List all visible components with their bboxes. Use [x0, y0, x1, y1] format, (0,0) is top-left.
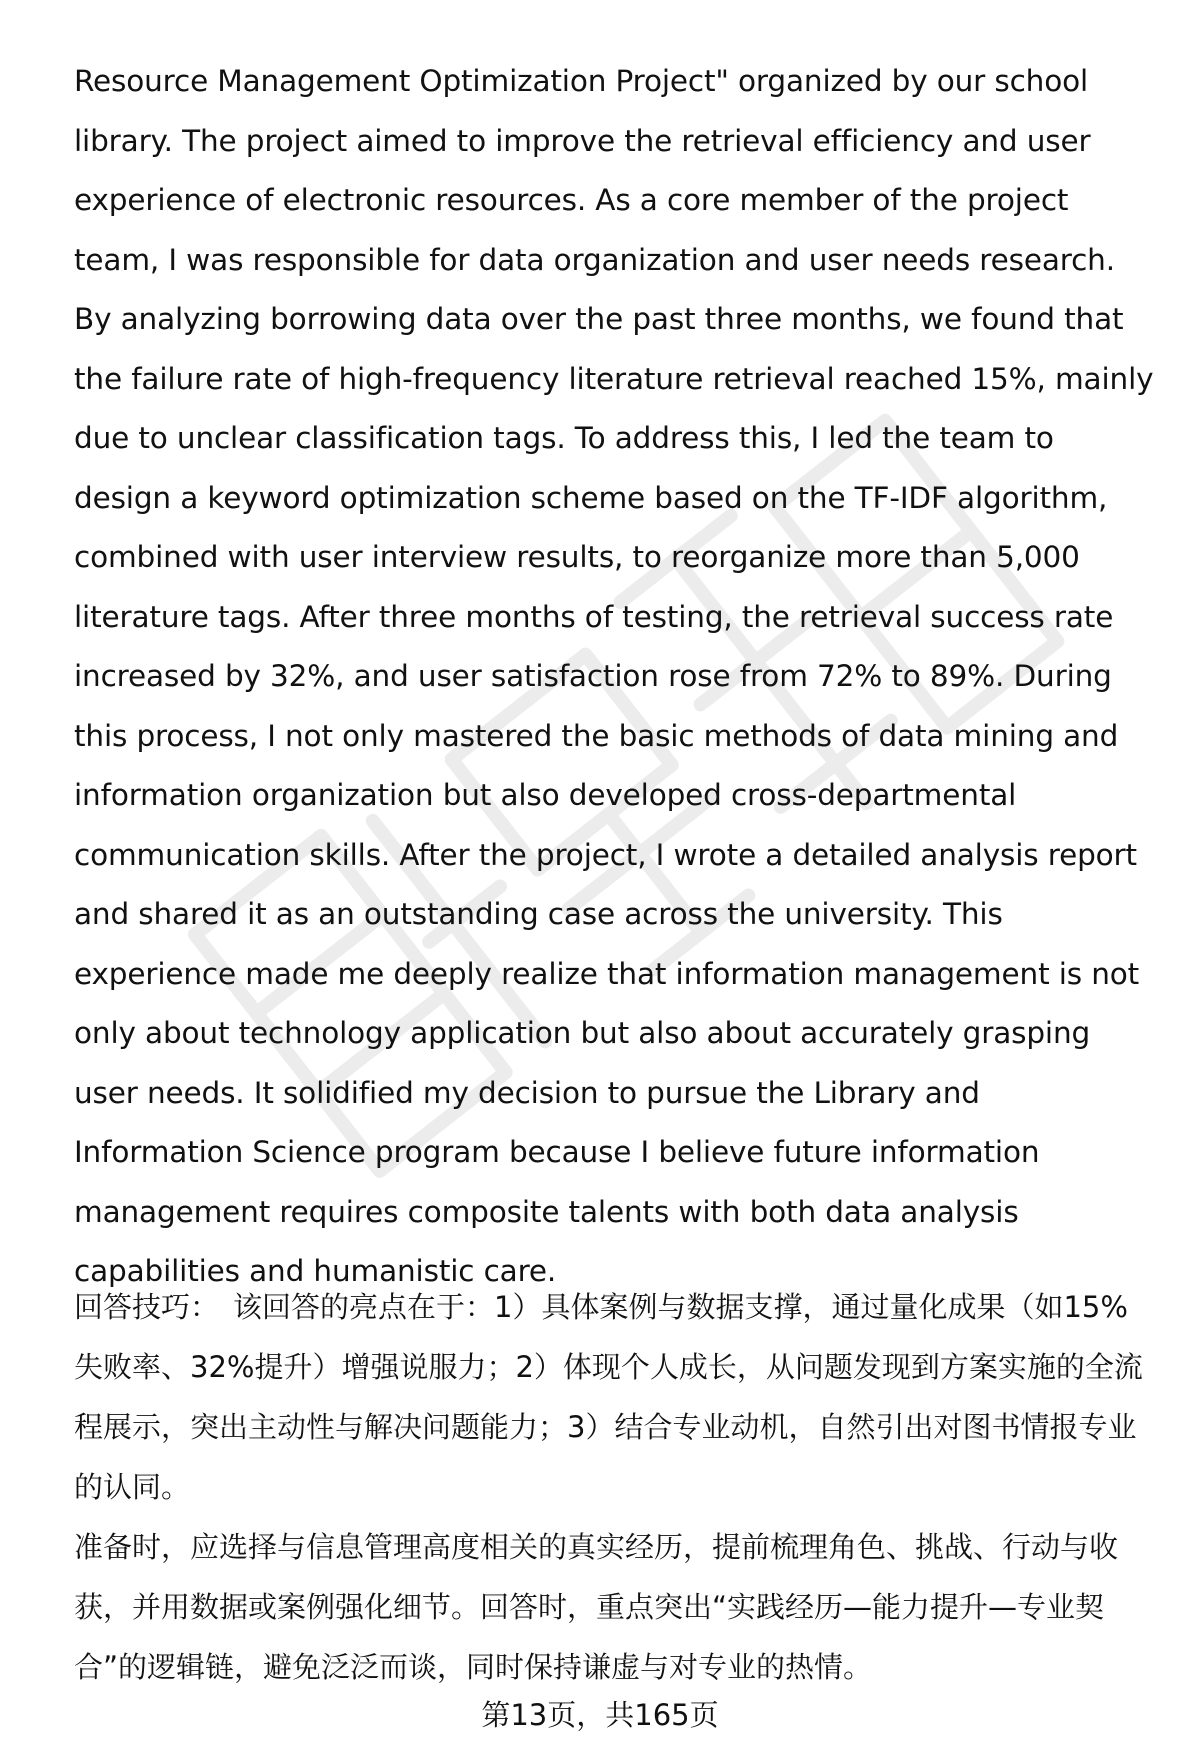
page-number-footer: 第13页，共165页 — [481, 1698, 719, 1732]
answer-body-paragraph: Resource Management Optimization Project" organized by our school library. The project aimed to improve the retrieval efficiency and user experience of electronic resources. As a core member of the project team, I was responsible for data organization and user needs research. By analyzing borrowing data over the past three months, we found that the failure rate of high-frequency literature retrieval reached 15%, mainly due to unclear classification tags. To address this, I led the team to design a keyword optimization scheme based on the TF-IDF algorithm, combined with user interview results, to reorganize more than 5,000 literature tags. After three months of testing, the retrieval success rate increased by 32%, and user satisfaction rose from 72% to 89%. During this process, I not only mastered the basic methods of data mining and information organization but also developed cross-departmental communication skills. After the project, I wrote a detailed analysis report and shared it as an outstanding case across the university. This experience made me deeply realize that information management is not only about technology application but also about accurately grasping user needs. It solidified my decision to pursue the Library and Information Science program because I believe future information management requires composite talents with both data analysis capabilities and humanistic care. — [74, 64, 1154, 1288]
answer-tips-paragraph — [74, 1277, 1154, 1517]
tips-label: 回答技巧： — [74, 1290, 220, 1324]
tips-text: 该回答的亮点在于：1）具体案例与数据支撑，通过量化成果（如15%失败率、32%提升）增强说服力；2）体现个人成长，从问题发现到方案实施的全流程展示，突出主动性与解决问题能力；3）结合专业动机，自然引出对图书情报专业的认同。 — [74, 1290, 1143, 1504]
preparation-paragraph: 准备时，应选择与信息管理高度相关的真实经历，提前梳理角色、挑战、行动与收获，并用数据或案例强化细节。回答时，重点突出“实践经历—能力提升—专业契合”的逻辑链，避免泛泛而谈，同时保持谦虚与对专业的热情。 — [74, 1530, 1119, 1684]
